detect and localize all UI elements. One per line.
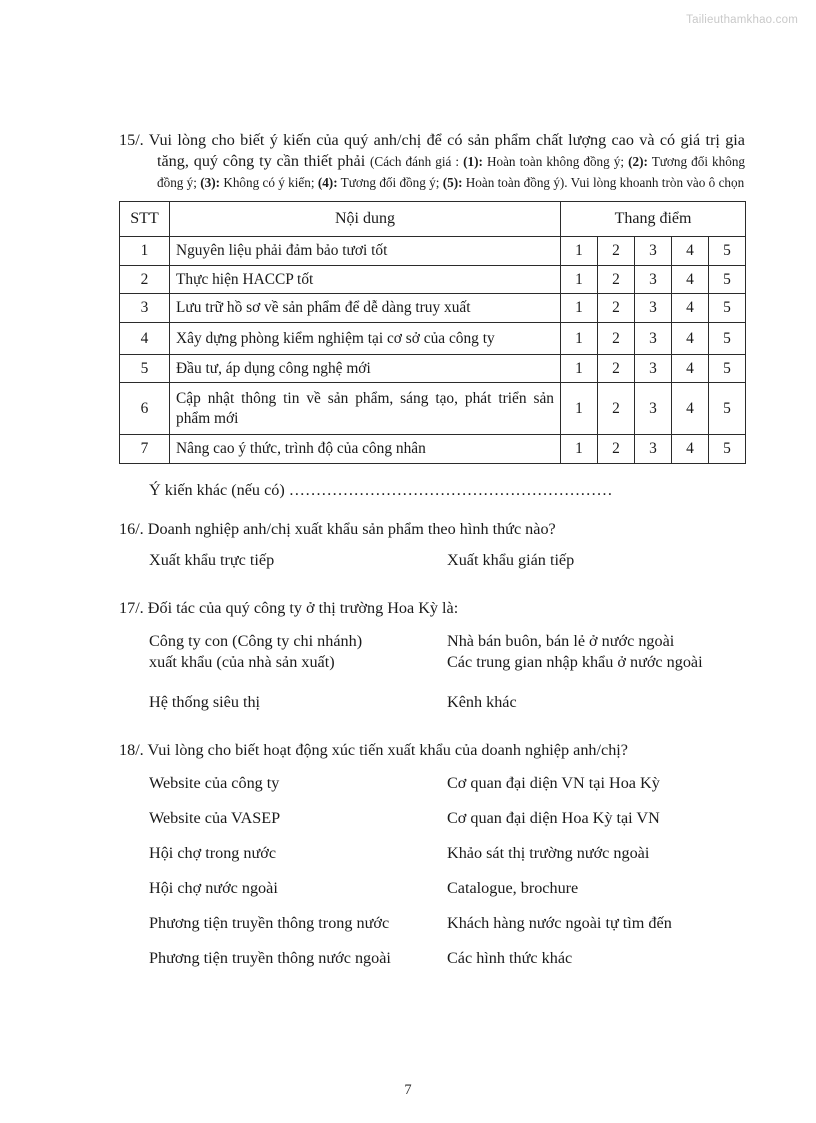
option-item[interactable]: Khảo sát thị trường nước ngoài — [447, 843, 650, 862]
table-row — [120, 237, 746, 265]
scale-2-label: (2): — [628, 154, 648, 170]
question-15-text — [119, 130, 745, 193]
rating-option-5[interactable]: 5 — [709, 322, 746, 354]
table-header-row — [120, 202, 746, 237]
rating-option-5[interactable]: 5 — [709, 294, 746, 322]
answer-row — [119, 773, 745, 983]
rating-option-3[interactable]: 3 — [635, 322, 672, 354]
question-15-block — [119, 130, 745, 193]
rating-option-1[interactable]: 1 — [561, 322, 598, 354]
option-nha-ban-buon[interactable]: Nhà bán buôn, bán lẻ ở nước ngoài — [447, 631, 675, 650]
option-item[interactable]: Cơ quan đại diện VN tại Hoa Kỳ — [447, 773, 660, 792]
option-item[interactable]: Các hình thức khác — [447, 948, 573, 967]
rating-option-4[interactable]: 4 — [672, 435, 709, 463]
scale-1-label: (1): — [463, 154, 483, 170]
rating-option-2[interactable]: 2 — [598, 237, 635, 265]
question-16-answers — [119, 550, 745, 579]
scale-5-text: Hoàn toàn đồng ý). Vui lòng khoanh tròn vào ô chọn — [462, 175, 745, 191]
rating-option-1[interactable]: 1 — [561, 237, 598, 265]
answer-column-left — [119, 680, 447, 721]
answer-row — [119, 680, 745, 721]
table-row — [120, 435, 746, 463]
option-xuat-khau-truc-tiep[interactable]: Xuất khẩu trực tiếp — [149, 550, 275, 569]
answer-column-right — [447, 773, 745, 983]
rating-option-3[interactable]: 3 — [635, 383, 672, 435]
question-16-title: 16/. Doanh nghiệp anh/chị xuất khẩu sản phẩm theo hình thức nào? — [119, 519, 556, 538]
rating-option-1[interactable]: 1 — [561, 294, 598, 322]
rating-option-2[interactable]: 2 — [598, 383, 635, 435]
option-xuat-khau-gian-tiep[interactable]: Xuất khẩu gián tiếp — [447, 550, 575, 569]
rating-option-1[interactable]: 1 — [561, 354, 598, 382]
option-item[interactable]: Website của công ty — [149, 773, 280, 792]
question-17-block — [119, 598, 745, 721]
cell-stt: 4 — [120, 322, 170, 354]
cell-stt: 5 — [120, 354, 170, 382]
option-item[interactable]: Khách hàng nước ngoài tự tìm đến — [447, 913, 672, 932]
rating-option-4[interactable]: 4 — [672, 354, 709, 382]
rating-option-4[interactable]: 4 — [672, 294, 709, 322]
survey-rating-table — [119, 201, 746, 463]
cell-stt: 7 — [120, 435, 170, 463]
rating-option-1[interactable]: 1 — [561, 383, 598, 435]
scale-5-label: (5): — [442, 175, 463, 191]
scale-4-label: (4): — [317, 175, 338, 191]
rating-option-3[interactable]: 3 — [635, 237, 672, 265]
scale-1-text: Hoàn toàn không đồng ý; — [482, 154, 629, 170]
header-thang-diem: Thang điểm — [561, 202, 746, 237]
option-item[interactable]: Hội chợ trong nước — [149, 843, 277, 862]
scale-3-label: (3): — [200, 175, 221, 191]
table-row — [120, 265, 746, 293]
rating-option-5[interactable]: 5 — [709, 237, 746, 265]
question-15-number: 15/. — [119, 131, 144, 149]
question-18-title: 18/. Vui lòng cho biết hoạt động xúc tiến xuất khẩu của doanh nghiệp anh/chị? — [119, 740, 628, 759]
table-row — [120, 354, 746, 382]
question-16-block — [119, 519, 745, 579]
cell-stt: 1 — [120, 237, 170, 265]
table-row — [120, 294, 746, 322]
rating-option-5[interactable]: 5 — [709, 435, 746, 463]
option-kenh-khac[interactable]: Kênh khác — [447, 692, 517, 711]
rating-option-2[interactable]: 2 — [598, 322, 635, 354]
cell-noidung: Lưu trữ hồ sơ về sản phẩm để dễ dàng truy xuất — [170, 294, 561, 322]
cell-noidung: Nâng cao ý thức, trình độ của công nhân — [170, 435, 561, 463]
answer-column-right — [447, 680, 745, 721]
rating-option-2[interactable]: 2 — [598, 265, 635, 293]
scale-2-text: Tương đối không đồng ý; — [157, 154, 746, 191]
answer-column-left — [119, 550, 447, 579]
scale-4-text: Tương đối đồng ý; — [337, 175, 443, 191]
page-content — [119, 130, 745, 983]
option-item[interactable]: Cơ quan đại diện Hoa Kỳ tại VN — [447, 808, 660, 827]
watermark-text: Tailieuthamkhao.com — [686, 14, 798, 26]
answer-column-right — [447, 550, 745, 579]
rating-option-4[interactable]: 4 — [672, 265, 709, 293]
question-17-answers — [119, 631, 745, 721]
option-cong-ty-con-line2: xuất khẩu (của nhà sản xuất) — [149, 653, 335, 672]
table-row — [120, 322, 746, 354]
answer-column-left — [119, 631, 447, 674]
answer-row — [119, 631, 745, 674]
question-17-title: 17/. Đối tác của quý công ty ở thị trường Hoa Kỳ là: — [119, 598, 459, 617]
cell-noidung: Nguyên liệu phải đảm bảo tươi tốt — [170, 237, 561, 265]
option-item[interactable]: Phương tiện truyền thông nước ngoài — [149, 948, 391, 967]
rating-option-2[interactable]: 2 — [598, 435, 635, 463]
header-noidung: Nội dung — [170, 202, 561, 237]
option-item[interactable]: Hội chợ nước ngoài — [149, 878, 278, 897]
rating-option-5[interactable]: 5 — [709, 383, 746, 435]
option-item[interactable]: Phương tiện truyền thông trong nước — [149, 913, 390, 932]
cell-stt: 3 — [120, 294, 170, 322]
cell-stt: 2 — [120, 265, 170, 293]
rating-option-4[interactable]: 4 — [672, 237, 709, 265]
cell-noidung: Xây dựng phòng kiểm nghiệm tại cơ sở của công ty — [170, 322, 561, 354]
scale-3-text: Không có ý kiến; — [220, 175, 318, 191]
question-18-answers — [119, 773, 745, 983]
rating-option-1[interactable]: 1 — [561, 435, 598, 463]
scale-explain-open: (Cách đánh giá : — [370, 154, 464, 170]
rating-option-3[interactable]: 3 — [635, 265, 672, 293]
question-15-main-text: Vui lòng cho biết ý kiến của quý anh/chị để có sản phẩm chất lượng cao và có giá trị gia tăng, quý công ty cần thiết phải — [148, 131, 745, 171]
rating-option-5[interactable]: 5 — [709, 265, 746, 293]
rating-option-4[interactable]: 4 — [672, 322, 709, 354]
rating-option-2[interactable]: 2 — [598, 294, 635, 322]
rating-option-5[interactable]: 5 — [709, 354, 746, 382]
option-trung-gian-nhap-khau[interactable]: Các trung gian nhập khẩu ở nước ngoài — [447, 652, 703, 671]
option-item[interactable]: Catalogue, brochure — [447, 878, 579, 897]
option-item[interactable]: Website của VASEP — [149, 808, 281, 827]
header-stt: STT — [120, 202, 170, 237]
cell-noidung: Đầu tư, áp dụng công nghệ mới — [170, 354, 561, 382]
table-row — [120, 383, 746, 435]
cell-stt: 6 — [120, 383, 170, 435]
cell-noidung: Cập nhật thông tin về sản phẩm, sáng tạo, phát triển sản phẩm mới — [170, 383, 561, 435]
other-opinion-line: Ý kiến khác (nếu có) …………………………………………………… — [149, 480, 613, 499]
option-cong-ty-con[interactable] — [149, 631, 447, 674]
page-number: 7 — [404, 1082, 412, 1098]
page-footer — [0, 1082, 816, 1099]
question-18-block — [119, 740, 745, 983]
answer-column-right — [447, 631, 745, 674]
option-he-thong-sieu-thi[interactable]: Hệ thống siêu thị — [149, 692, 261, 711]
option-cong-ty-con-line1: Công ty con (Công ty chi nhánh) — [149, 631, 363, 650]
rating-option-3[interactable]: 3 — [635, 354, 672, 382]
answer-row — [119, 550, 745, 579]
rating-option-3[interactable]: 3 — [635, 435, 672, 463]
rating-option-3[interactable]: 3 — [635, 294, 672, 322]
rating-option-1[interactable]: 1 — [561, 265, 598, 293]
rating-option-2[interactable]: 2 — [598, 354, 635, 382]
cell-noidung: Thực hiện HACCP tốt — [170, 265, 561, 293]
answer-column-left — [119, 773, 447, 983]
rating-option-4[interactable]: 4 — [672, 383, 709, 435]
